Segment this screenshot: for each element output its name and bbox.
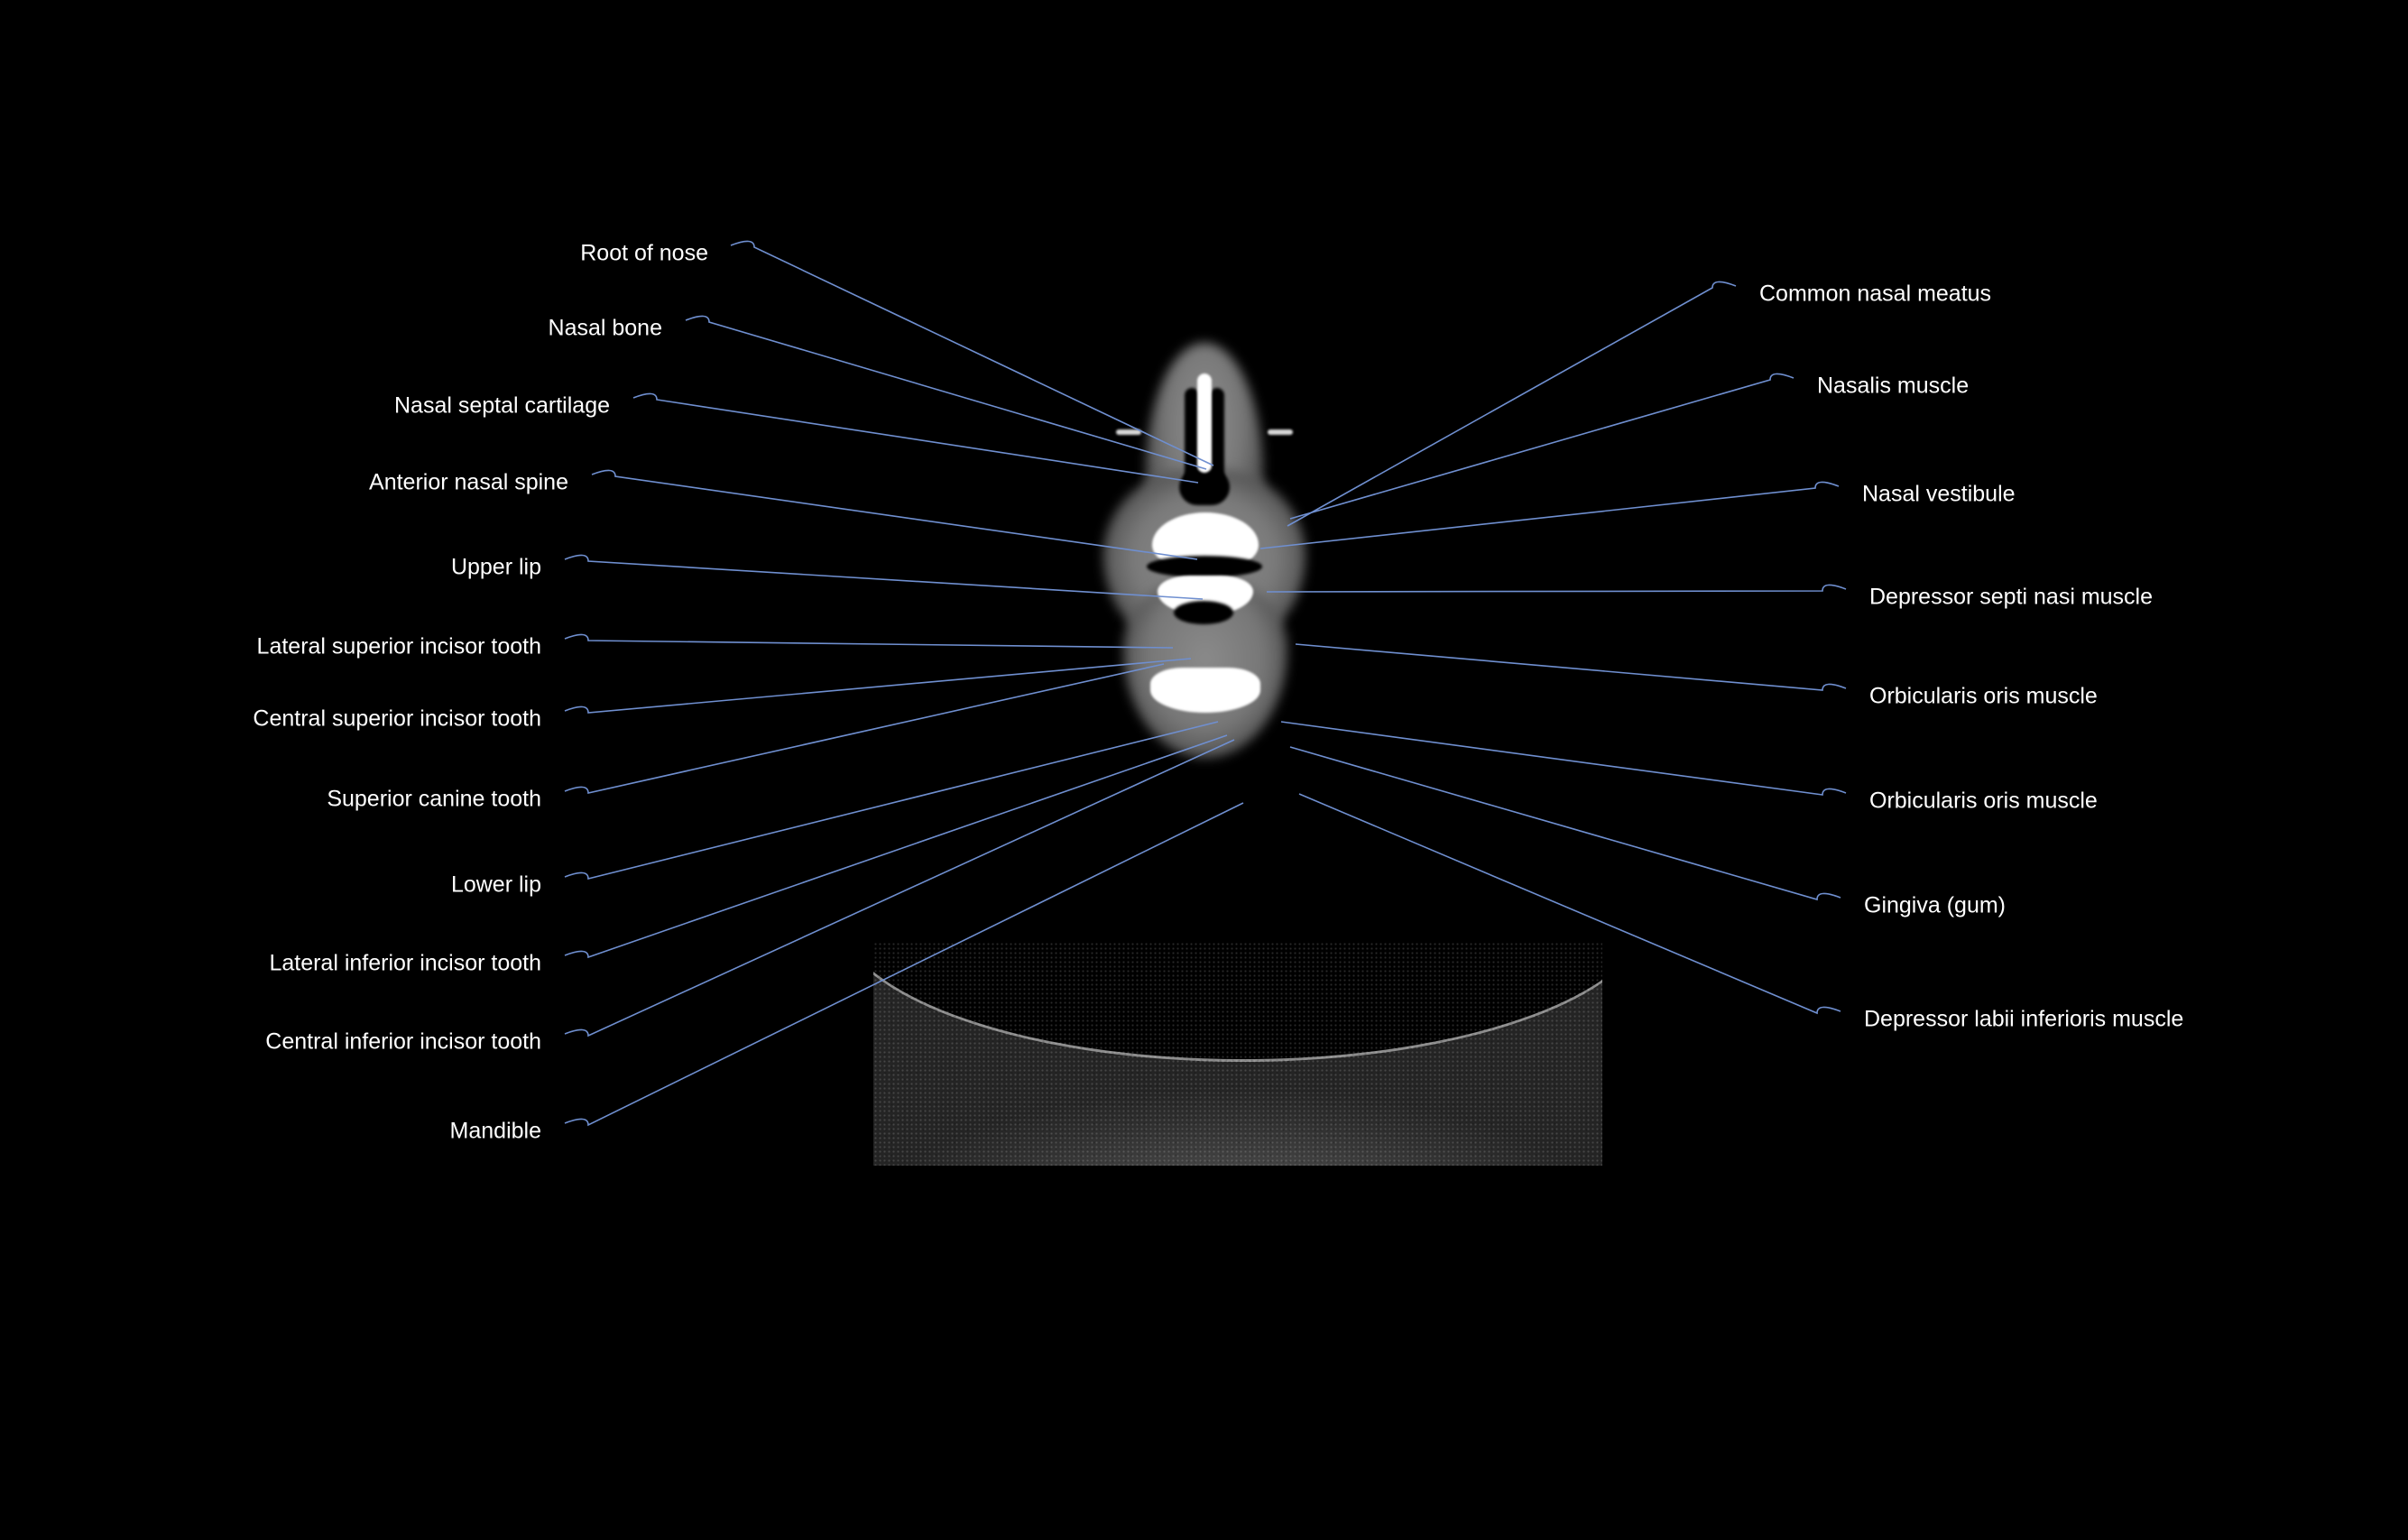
anatomy-label: Lateral inferior incisor tooth [269,950,541,976]
leader-line [731,241,1213,466]
leader-line [565,555,1203,599]
anatomy-label: Central inferior incisor tooth [265,1028,541,1055]
leader-line [565,722,1218,879]
anatomy-label: Orbicularis oris muscle [1869,788,2098,814]
anatomy-label: Nasalis muscle [1817,373,1970,399]
anatomy-label: Lower lip [450,871,541,898]
anatomy-label: Gingiva (gum) [1864,892,2006,918]
leader-line [1290,373,1794,519]
leader-line [565,803,1243,1125]
leader-line [1296,644,1846,690]
anatomy-label: Upper lip [450,554,541,580]
leader-line [633,393,1198,483]
anatomy-label: Lateral superior incisor tooth [256,633,541,659]
anatomy-label: Nasal bone [548,315,662,341]
leader-line [565,735,1227,957]
anatomy-label: Nasal vestibule [1862,481,2016,507]
anatomy-label: Orbicularis oris muscle [1869,683,2098,709]
anatomy-label: Central superior incisor tooth [253,705,541,732]
anatomy-label: Superior canine tooth [327,786,541,812]
anatomy-label: Mandible [449,1118,541,1144]
anatomy-label: Root of nose [580,240,708,266]
leader-line [565,664,1164,793]
leader-line [565,634,1173,648]
leader-line [1281,722,1846,795]
anatomy-label: Anterior nasal spine [369,469,568,495]
leader-line [1287,281,1736,526]
leader-line [565,659,1191,713]
leader-line [1299,794,1841,1013]
anatomy-label: Nasal septal cartilage [393,392,610,419]
leader-line [1267,585,1846,592]
leader-line [565,740,1234,1036]
anatomy-label: Depressor septi nasi muscle [1869,584,2154,610]
leader-line [1290,747,1841,899]
anatomy-label: Common nasal meatus [1759,281,1992,307]
leader-line [592,470,1197,559]
anatomy-label: Depressor labii inferioris muscle [1864,1006,2184,1032]
